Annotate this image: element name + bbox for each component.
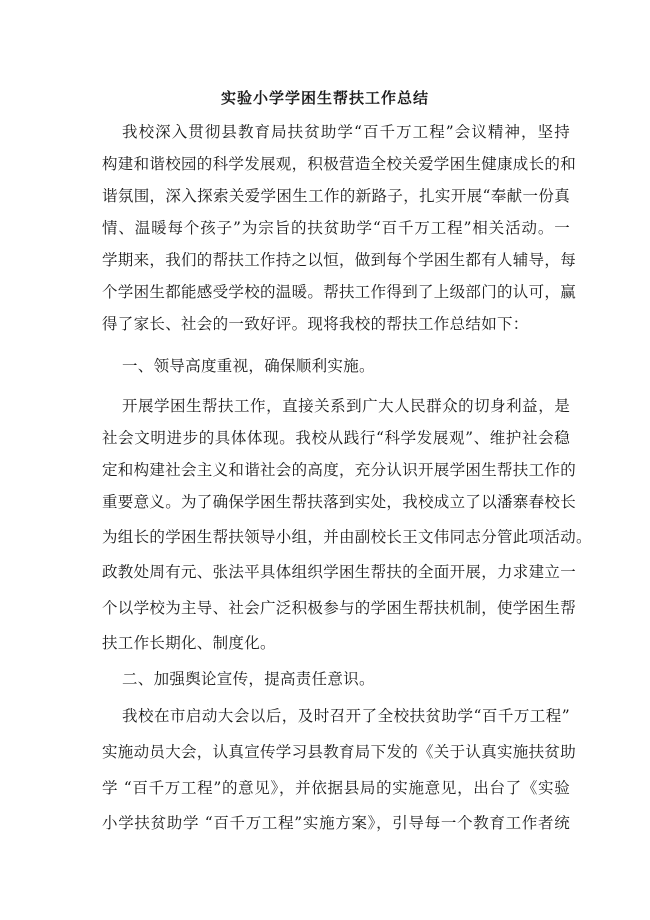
paragraph-line: 构建和谐校园的科学发展观，积极营造全校关爱学困生健康成长的和 [102, 155, 577, 173]
paragraph-line: 小学扶贫助学 “百千万工程”实施方案》，引导每一个教育工作者统 [102, 814, 570, 832]
paragraph-line: 定和构建社会主义和谐社会的高度，充分认识开展学困生帮扶工作的 [102, 461, 577, 479]
paragraph-line: 实施动员大会，认真宣传学习县教育局下发的《关于认真实施扶贫助 [102, 743, 577, 761]
paragraph-line: 学 “百千万工程”的意见》，并依据县局的实施意见，出台了《实验 [102, 779, 570, 797]
paragraph-line: 我校深入贯彻县教育局扶贫助学“百千万工程”会议精神，坚持 [122, 123, 570, 141]
paragraph-line: 个学困生都能感受学校的温暖。帮扶工作得到了上级部门的认可，赢 [102, 283, 577, 301]
section-heading: 二、加强舆论宣传，提高责任意识。 [122, 670, 375, 688]
paragraph-line: 社会文明进步的具体体现。我校从践行“科学发展观”、维护社会稳 [102, 429, 570, 447]
section-heading: 一、领导高度重视，确保顺利实施。 [122, 357, 375, 375]
paragraph-line: 谐氛围，深入探索关爱学困生工作的新路子，扎实开展“奉献一份真 [102, 187, 570, 205]
paragraph-line: 为组长的学困生帮扶领导小组，并由副校长王文伟同志分管此项活动。 [102, 528, 592, 546]
paragraph-line: 政教处周有元、张法平具体组织学困生帮扶的全面开展，力求建立一 [102, 563, 577, 581]
paragraph-line: 情、温暖每个孩子”为宗旨的扶贫助学“百千万工程”相关活动。一 [102, 219, 570, 237]
paragraph-line: 个以学校为主导、社会广泛积极参与的学困生帮扶机制，使学困生帮 [102, 599, 577, 617]
paragraph-line: 得了家长、社会的一致好评。现将我校的帮扶工作总结如下： [102, 315, 529, 333]
paragraph-line: 我校在市启动大会以后，及时召开了全校扶贫助学“百千万工程” [122, 707, 570, 725]
paragraph-line: 开展学困生帮扶工作，直接关系到广大人民群众的切身利益，是 [122, 397, 570, 415]
paragraph-line: 重要意义。为了确保学困生帮扶落到实处，我校成立了以潘寨春校长 [102, 493, 577, 511]
document-title: 实验小学学困生帮扶工作总结 [220, 89, 429, 107]
paragraph-line: 学期来，我们的帮扶工作持之以恒，做到每个学困生都有人辅导，每 [102, 251, 577, 269]
paragraph-line: 扶工作长期化、制度化。 [102, 634, 276, 652]
